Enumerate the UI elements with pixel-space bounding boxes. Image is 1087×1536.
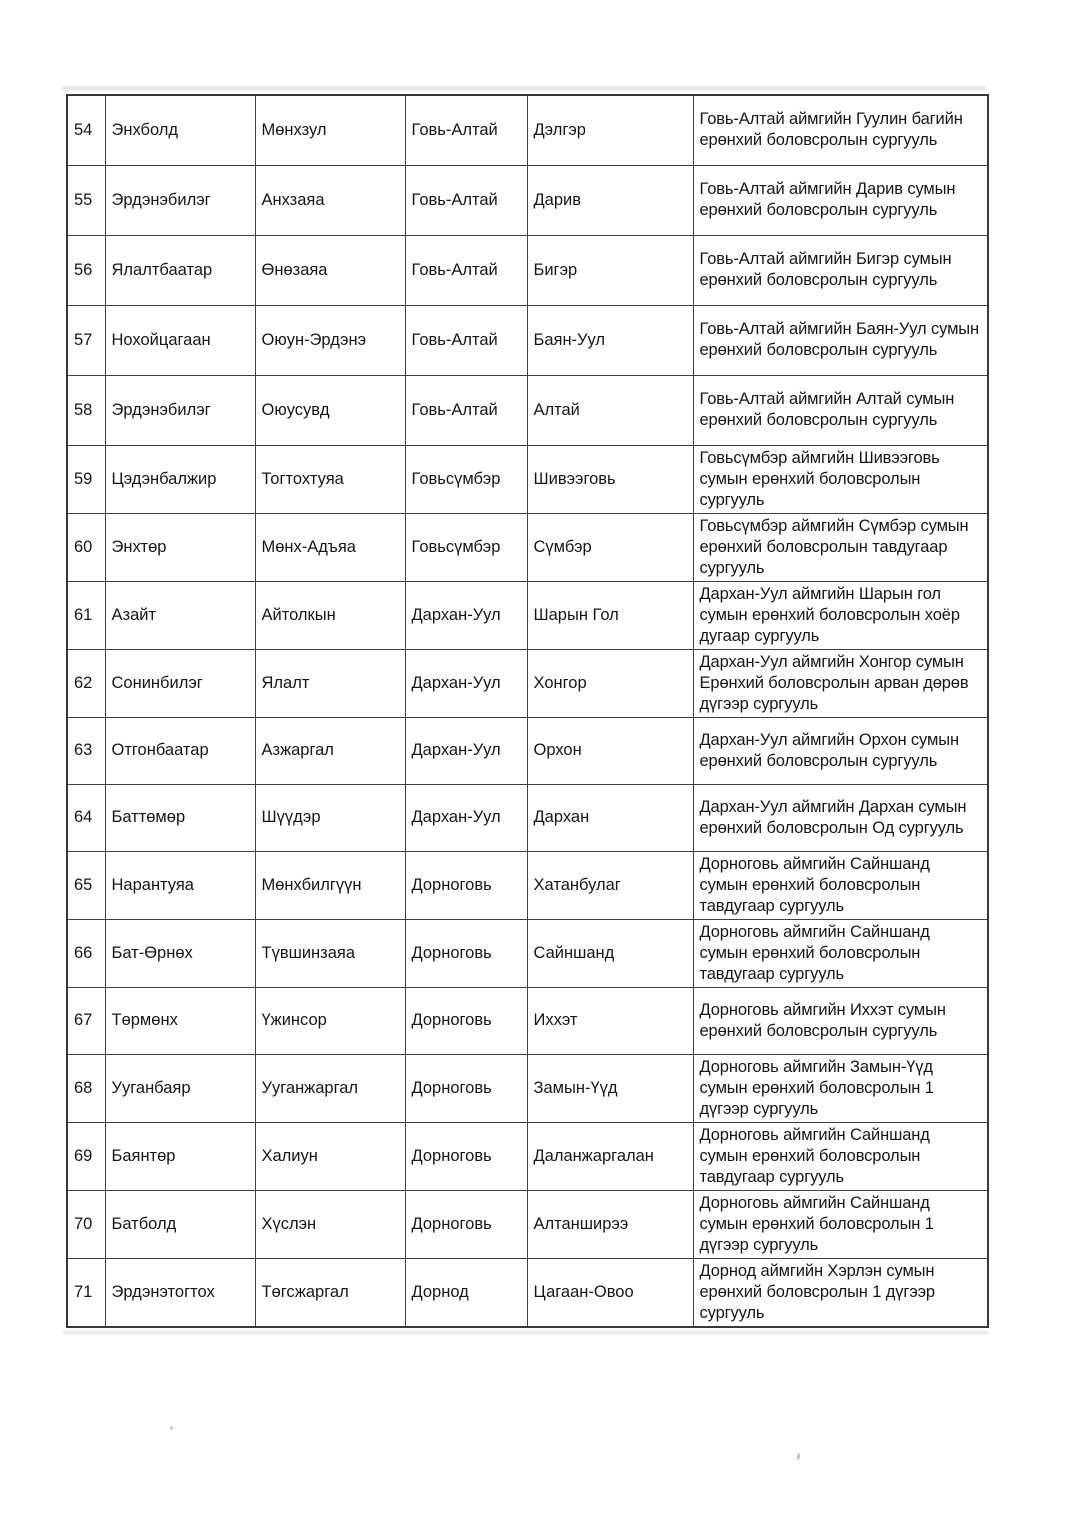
cell-school: Дорноговь аймгийн Иххэт сумын ерөнхий боловсролын сургууль — [693, 987, 988, 1054]
cell-surname: Баянтөр — [105, 1122, 255, 1190]
cell-surname: Ууганбаяр — [105, 1054, 255, 1122]
cell-province: Дархан-Уул — [405, 649, 527, 717]
cell-row-number: 62 — [67, 649, 105, 717]
cell-school: Говь-Алтай аймгийн Гуулин багийн ерөнхий боловсролын сургууль — [693, 95, 988, 165]
cell-province: Дархан-Уул — [405, 717, 527, 784]
cell-province: Говь-Алтай — [405, 235, 527, 305]
cell-given-name: Мөнхзул — [255, 95, 405, 165]
cell-province: Говьсүмбэр — [405, 513, 527, 581]
cell-row-number: 66 — [67, 919, 105, 987]
cell-given-name: Тогтохтуяа — [255, 445, 405, 513]
cell-given-name: Ууганжаргал — [255, 1054, 405, 1122]
table-row — [67, 851, 988, 919]
cell-row-number: 61 — [67, 581, 105, 649]
cell-school: Говь-Алтай аймгийн Алтай сумын ерөнхий боловсролын сургууль — [693, 375, 988, 445]
cell-given-name: Халиун — [255, 1122, 405, 1190]
cell-district: Дэлгэр — [527, 95, 693, 165]
cell-province: Дархан-Уул — [405, 784, 527, 851]
cell-row-number: 65 — [67, 851, 105, 919]
cell-row-number: 68 — [67, 1054, 105, 1122]
cell-district: Иххэт — [527, 987, 693, 1054]
cell-province: Дорноговь — [405, 851, 527, 919]
cell-province: Говь-Алтай — [405, 305, 527, 375]
cell-row-number: 56 — [67, 235, 105, 305]
cell-school: Дархан-Уул аймгийн Хонгор сумын Ерөнхий боловсролын арван дөрөв дүгээр сургууль — [693, 649, 988, 717]
table-row — [67, 784, 988, 851]
cell-row-number: 70 — [67, 1190, 105, 1258]
scan-artifact-top-smudge — [62, 87, 986, 90]
cell-surname: Энхболд — [105, 95, 255, 165]
cell-school: Говь-Алтай аймгийн Дарив сумын ерөнхий боловсролын сургууль — [693, 165, 988, 235]
cell-province: Дорноговь — [405, 987, 527, 1054]
cell-given-name: Төгсжаргал — [255, 1258, 405, 1327]
cell-given-name: Мөнх-Адъяа — [255, 513, 405, 581]
cell-given-name: Оюун-Эрдэнэ — [255, 305, 405, 375]
table-row — [67, 95, 988, 165]
cell-school: Дархан-Уул аймгийн Шарын гол сумын ерөнхий боловсролын хоёр дугаар сургууль — [693, 581, 988, 649]
cell-district: Алтай — [527, 375, 693, 445]
cell-surname: Бат-Өрнөх — [105, 919, 255, 987]
cell-province: Говь-Алтай — [405, 375, 527, 445]
cell-surname: Баттөмөр — [105, 784, 255, 851]
cell-province: Дорноговь — [405, 1190, 527, 1258]
table-row — [67, 305, 988, 375]
cell-surname: Эрдэнэбилэг — [105, 165, 255, 235]
cell-school: Говьсүмбэр аймгийн Шивээговь сумын ерөнхий боловсролын сургууль — [693, 445, 988, 513]
cell-given-name: Үжинсор — [255, 987, 405, 1054]
cell-school: Говьсүмбэр аймгийн Сүмбэр сумын ерөнхий боловсролын тавдугаар сургууль — [693, 513, 988, 581]
cell-given-name: Мөнхбилгүүн — [255, 851, 405, 919]
cell-district: Хатанбулаг — [527, 851, 693, 919]
cell-school: Говь-Алтай аймгийн Баян-Уул сумын ерөнхий боловсролын сургууль — [693, 305, 988, 375]
roster-body — [67, 95, 988, 1327]
scan-artifact-speck — [796, 1453, 800, 1460]
table-row — [67, 581, 988, 649]
cell-given-name: Хүслэн — [255, 1190, 405, 1258]
cell-province: Говь-Алтай — [405, 95, 527, 165]
table-row — [67, 1122, 988, 1190]
cell-row-number: 64 — [67, 784, 105, 851]
cell-province: Дорноговь — [405, 1054, 527, 1122]
cell-district: Сайншанд — [527, 919, 693, 987]
cell-surname: Отгонбаатар — [105, 717, 255, 784]
cell-row-number: 67 — [67, 987, 105, 1054]
cell-surname: Сонинбилэг — [105, 649, 255, 717]
cell-district: Орхон — [527, 717, 693, 784]
cell-province: Дархан-Уул — [405, 581, 527, 649]
cell-surname: Энхтөр — [105, 513, 255, 581]
cell-district: Хонгор — [527, 649, 693, 717]
cell-row-number: 54 — [67, 95, 105, 165]
cell-district: Сүмбэр — [527, 513, 693, 581]
cell-school: Дорноговь аймгийн Сайншанд сумын ерөнхий боловсролын тавдугаар сургууль — [693, 919, 988, 987]
cell-district: Бигэр — [527, 235, 693, 305]
cell-given-name: Ялалт — [255, 649, 405, 717]
cell-surname: Нохойцагаан — [105, 305, 255, 375]
cell-school: Дорноговь аймгийн Замын-Үүд сумын ерөнхий боловсролын 1 дүгээр сургууль — [693, 1054, 988, 1122]
cell-given-name: Түвшинзаяа — [255, 919, 405, 987]
cell-given-name: Азжаргал — [255, 717, 405, 784]
cell-surname: Цэдэнбалжир — [105, 445, 255, 513]
table-row — [67, 375, 988, 445]
cell-row-number: 59 — [67, 445, 105, 513]
table-row — [67, 513, 988, 581]
cell-given-name: Оюусувд — [255, 375, 405, 445]
cell-district: Шивээговь — [527, 445, 693, 513]
cell-province: Говьсүмбэр — [405, 445, 527, 513]
cell-district: Алтанширээ — [527, 1190, 693, 1258]
cell-surname: Төрмөнх — [105, 987, 255, 1054]
scan-artifact-bottom-smudge — [63, 1331, 989, 1334]
table-row — [67, 235, 988, 305]
cell-surname: Батболд — [105, 1190, 255, 1258]
cell-district: Дархан — [527, 784, 693, 851]
cell-row-number: 60 — [67, 513, 105, 581]
cell-school: Дорноговь аймгийн Сайншанд сумын ерөнхий боловсролын тавдугаар сургууль — [693, 1122, 988, 1190]
cell-given-name: Шүүдэр — [255, 784, 405, 851]
cell-school: Дархан-Уул аймгийн Дархан сумын ерөнхий боловсролын Од сургууль — [693, 784, 988, 851]
cell-given-name: Өнөзаяа — [255, 235, 405, 305]
table-row — [67, 649, 988, 717]
cell-district: Цагаан-Овоо — [527, 1258, 693, 1327]
cell-school: Дорноговь аймгийн Сайншанд сумын ерөнхий боловсролын 1 дүгээр сургууль — [693, 1190, 988, 1258]
cell-province: Говь-Алтай — [405, 165, 527, 235]
table-row — [67, 919, 988, 987]
cell-row-number: 69 — [67, 1122, 105, 1190]
table-row — [67, 165, 988, 235]
cell-row-number: 57 — [67, 305, 105, 375]
table-row — [67, 1258, 988, 1327]
cell-school: Дорнод аймгийн Хэрлэн сумын ерөнхий боловсролын 1 дүгээр сургууль — [693, 1258, 988, 1327]
cell-row-number: 55 — [67, 165, 105, 235]
cell-district: Замын-Үүд — [527, 1054, 693, 1122]
cell-district: Даланжаргалан — [527, 1122, 693, 1190]
cell-surname: Нарантуяа — [105, 851, 255, 919]
cell-surname: Ялалтбаатар — [105, 235, 255, 305]
cell-surname: Азайт — [105, 581, 255, 649]
scan-artifact-speck — [170, 1426, 173, 1430]
table-row — [67, 1054, 988, 1122]
cell-given-name: Айтолкын — [255, 581, 405, 649]
students-table — [66, 94, 989, 1328]
cell-row-number: 58 — [67, 375, 105, 445]
cell-school: Говь-Алтай аймгийн Бигэр сумын ерөнхий боловсролын сургууль — [693, 235, 988, 305]
cell-province: Дорноговь — [405, 919, 527, 987]
cell-district: Шарын Гол — [527, 581, 693, 649]
cell-surname: Эрдэнэбилэг — [105, 375, 255, 445]
cell-row-number: 63 — [67, 717, 105, 784]
cell-school: Дорноговь аймгийн Сайншанд сумын ерөнхий боловсролын тавдугаар сургууль — [693, 851, 988, 919]
cell-province: Дорнод — [405, 1258, 527, 1327]
table-row — [67, 987, 988, 1054]
cell-school: Дархан-Уул аймгийн Орхон сумын ерөнхий боловсролын сургууль — [693, 717, 988, 784]
cell-surname: Эрдэнэтогтох — [105, 1258, 255, 1327]
table-row — [67, 1190, 988, 1258]
cell-row-number: 71 — [67, 1258, 105, 1327]
cell-given-name: Анхзаяа — [255, 165, 405, 235]
cell-district: Дарив — [527, 165, 693, 235]
table-row — [67, 445, 988, 513]
cell-province: Дорноговь — [405, 1122, 527, 1190]
cell-district: Баян-Уул — [527, 305, 693, 375]
table-row — [67, 717, 988, 784]
